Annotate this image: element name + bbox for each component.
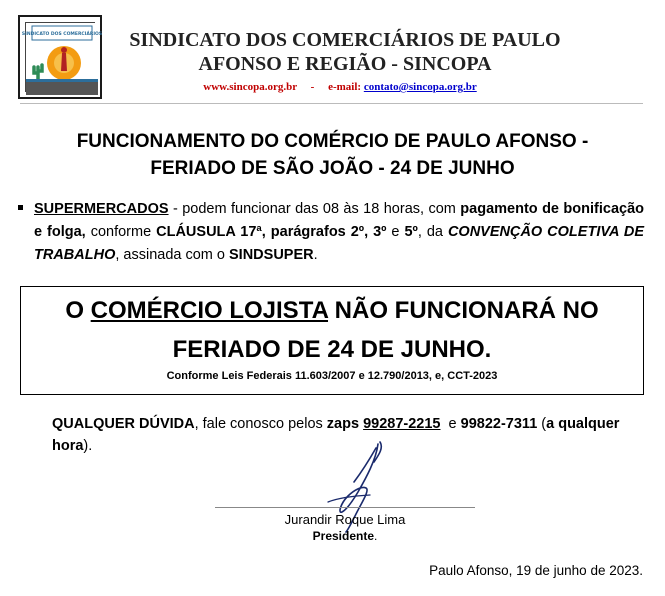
org-name bbox=[105, 28, 585, 76]
highlight-note: Conforme Leis Federais 11.603/2007 e 12.790/2013, e, CCT-2023 bbox=[166, 370, 498, 382]
phone-2[interactable]: 99822-7311 bbox=[460, 416, 538, 432]
contact-anytime: a qualquer hora bbox=[52, 416, 620, 454]
item-bonus: pagamento de bonificação e folga, bbox=[34, 201, 644, 240]
website-link[interactable]: www.sincopa.org.br bbox=[203, 81, 297, 93]
union-emblem-icon bbox=[21, 22, 103, 92]
signatory-role-suffix: . bbox=[374, 529, 378, 543]
signatory-role-text: Presidente bbox=[312, 529, 374, 543]
signatory-name: Jurandir Roque Lima bbox=[284, 512, 406, 527]
item-text5: , assinada com o bbox=[115, 247, 230, 263]
dateline: Paulo Afonso, 19 de junho de 2023. bbox=[429, 563, 643, 578]
separator: - bbox=[310, 81, 315, 93]
item-label: SUPERMERCADOS bbox=[34, 201, 169, 217]
item-sindsuper: SINDSUPER bbox=[229, 247, 314, 263]
bullet-icon bbox=[18, 205, 23, 210]
contact-text5: ). bbox=[83, 438, 93, 454]
item-text3: e bbox=[386, 224, 405, 240]
notice-title bbox=[30, 128, 635, 182]
contact-text4: ( bbox=[537, 416, 547, 432]
item-convention: CONVENÇÃO COLETIVA DE TRABALHO bbox=[34, 224, 644, 263]
org-name-line2: AFONSO E REGIÃO - SINCOPA bbox=[198, 53, 492, 75]
contact-doubt: QUALQUER DÚVIDA bbox=[52, 416, 195, 432]
item-clause: CLÁUSULA 17ª, parágrafos 2º, 3º bbox=[156, 224, 387, 240]
contact-line bbox=[150, 81, 530, 93]
item-text4: , da bbox=[417, 224, 448, 240]
email-label: e-mail: bbox=[328, 81, 362, 93]
item-text2: conforme bbox=[85, 224, 157, 240]
logo-text: SINDICATO DOS COMERCIÁRIOS bbox=[21, 32, 103, 37]
highlight-post: NÃO FUNCIONARÁ NO bbox=[328, 297, 599, 324]
org-name-line1: SINDICATO DOS COMERCIÁRIOS DE PAULO bbox=[129, 29, 561, 51]
highlight-underlined: COMÉRCIO LOJISTA bbox=[90, 297, 329, 324]
signature-line bbox=[215, 507, 475, 508]
contact-text1: , fale conosco pelos bbox=[194, 416, 327, 432]
contact-text3: e bbox=[440, 416, 461, 432]
item-clause-5: 5º bbox=[404, 224, 418, 240]
contact-zaps: zaps bbox=[326, 416, 360, 432]
signatory-role bbox=[215, 529, 475, 543]
union-logo bbox=[18, 15, 102, 99]
phone-1[interactable]: 99287-2215 bbox=[363, 416, 441, 432]
item-text6: . bbox=[313, 247, 318, 263]
title-line2: FERIADO DE SÃO JOÃO - 24 DE JUNHO bbox=[150, 158, 515, 179]
email-link[interactable]: contato@sincopa.org.br bbox=[363, 81, 477, 93]
highlight-line2: FERIADO DE 24 DE JUNHO. bbox=[172, 336, 492, 363]
item-dash: - podem funcionar das 08 às 18 horas, com bbox=[168, 201, 461, 217]
supermarket-item bbox=[34, 198, 644, 267]
header-divider bbox=[20, 103, 643, 104]
highlight-line1 bbox=[20, 291, 644, 330]
highlight-title bbox=[20, 291, 644, 369]
highlight-pre: O bbox=[65, 297, 91, 324]
emblem-drawing bbox=[21, 23, 103, 95]
title-line1: FUNCIONAMENTO DO COMÉRCIO DE PAULO AFONSO - bbox=[76, 131, 589, 152]
